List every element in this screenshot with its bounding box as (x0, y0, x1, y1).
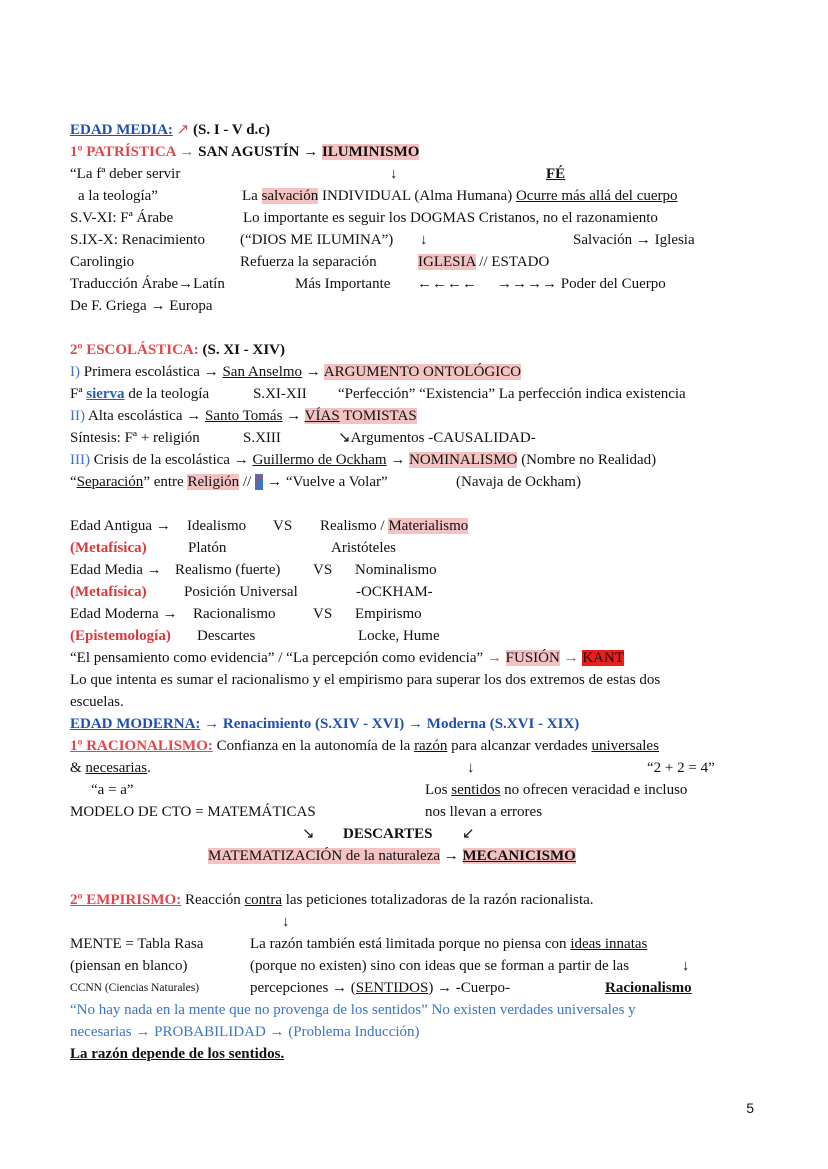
escolastica-heading: 2º ESCOLÁSTICA: (S. XI - XIV) (70, 342, 285, 358)
f-box-highlight: F (254, 474, 264, 490)
argumento-ontologico-highlight: ARGUMENTO ONTOLÓGICO (323, 364, 522, 380)
iluminismo-highlight: ILUMINISMO (321, 144, 420, 160)
kant-highlight: KANT (582, 650, 624, 666)
edad-media-heading (70, 120, 270, 140)
iglesia-highlight: IGLESIA (418, 254, 476, 270)
materialismo-highlight: Materialismo (388, 518, 469, 534)
edad-moderna-heading: EDAD MODERNA: → Renacimiento (S.XIV - XVI) → Moderna (S.XVI - XIX) (70, 716, 580, 732)
arrow-down-icon: ↓ (390, 166, 398, 182)
matematizacion-highlight: MATEMATIZACIÓN de la naturaleza (208, 848, 441, 864)
arrow-down-icon: ↓ (682, 958, 690, 974)
arrow-down-icon: ↓ (467, 760, 475, 776)
nominalismo-highlight: NOMINALISMO (409, 452, 518, 468)
arrow-down-icon: ↓ (420, 232, 428, 248)
conclusion: La razón depende de los sentidos. (70, 1046, 285, 1062)
fusion-highlight: FUSIÓN (505, 650, 560, 666)
mecanicismo-highlight: MECANICISMO (462, 848, 576, 864)
arrow-se-icon: ↘ (302, 826, 315, 842)
patristica-heading: 1º PATRÍSTICA → SAN AGUSTÍN → ILUMINISMO (70, 144, 420, 160)
edad-media-period: (S. I - V d.c) (193, 122, 270, 138)
document-page: EDAD MEDIA: ↗ (S. I - V d.c) 1º PATRÍSTICA → SAN AGUSTÍN → ILUMINISMO “La fª deber servir ↓ FÉ a la teología” La salvación INDIVIDUAL (Alma Humana) Ocurre más allá del cuerpo S.V-XI: Fª Árabe Lo importante es seguir los DOGMAS Cristanos, no el razonamiento S.IX-X: Renacimiento (“DIOS ME ILUMINA”) ↓ Salvación → Iglesia Carolingio Refuerza la separación IGLESIA // ESTADO Traducción Árabe→Latín Más Importante ←←←← →→→→ Poder del Cuerpo De F. Griega → Europa 2º ESCOLÁSTICA: (S. XI - XIV) I) Primera escolástica → San Anselmo → ARGUMENTO ONTOLÓGICO Fª sierva de la teología S.XI-XII “Perfección” “Existencia” La perfección indica existencia II) Alta escolástica → Santo Tomás → VÍAS TOMISTAS Síntesis: Fª + religión S.XIII ↘Argumentos -CAUSALIDAD- III) Crisis de la escolástica → Guillermo de Ockham → NOMINALISMO (Nombre no Realidad) “Separación” entre Religión // F → “Vuelve a Volar” (Navaja de Ockham) Edad Antigua → Idealismo VS Realismo / Materialismo (Metafísica) Platón Aristóteles Edad Media → Realismo (fuerte) VS Nominalismo (Metafísica) Posición Universal -OCKHAM- Edad Moderna → Racionalismo VS Empirismo (Epistemología) Descartes Locke, Hume “El pensamiento como evidencia” / “La percepción como evidencia” → FUSIÓN → KANT Lo que intenta es sumar el racionalismo y el empirismo para superar los dos extremos de estas dos escuelas. EDAD MODERNA: → Renacimiento (S.XIV - XVI) → Moderna (S.XVI - XIX) 1º RACIONALISMO: Confianza en la autonomía de la razón para alcanzar verdades universales & necesarias. ↓ “2 + 2 = 4” “a = a” Los sentidos no ofrecen veracidad e incluso MODELO DE CTO = MATEMÁTICAS nos llevan a errores ↘ DESCARTES ↙ MATEMATIZACIÓN de la naturaleza → MECANICISMO 2º EMPIRISMO: Reacción contra las peticiones totalizadoras de la razón racionalista. ↓ MENTE = Tabla Rasa La razón también está limitada porque no piensa con ideas innatas (piensan en blanco) (porque no existen) sino con ideas que se forman a partir de las ↓ CCNN (Ciencias Naturales) percepciones → (SENTIDOS) → -Cuerpo- Racionalismo “No hay nada en la mente que no provenga de los sentidos” No existen verdades universales y necesarias → PROBABILIDAD → (Problema Inducción) La razón depende de los sentidos. 5 (70, 122, 754, 1116)
edad-media-title: EDAD MEDIA: (70, 122, 173, 138)
arrow-sw-icon: ↙ (462, 826, 475, 842)
page-number: 5 (746, 1100, 754, 1116)
arrow-ne-icon: ↗ (176, 122, 190, 138)
salvacion-line: La salvación INDIVIDUAL (Alma Humana) Ocurre más allá del cuerpo (242, 188, 678, 204)
arrows-left-icon: ←←←← (417, 276, 477, 292)
arrow-down-icon: ↓ (282, 914, 290, 930)
